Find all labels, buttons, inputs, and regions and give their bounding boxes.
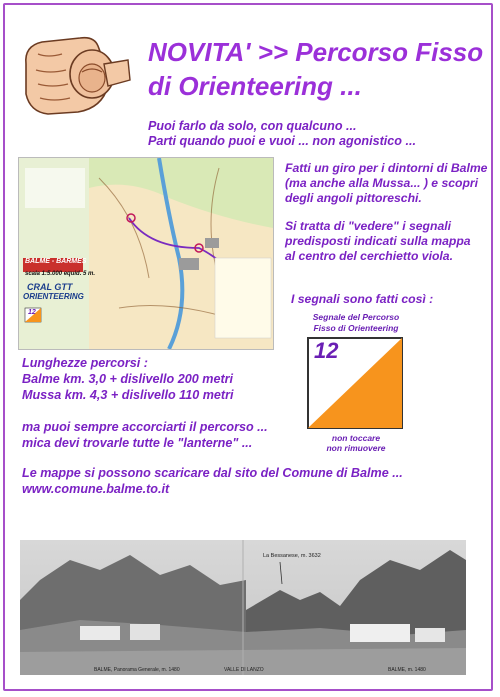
photo-caption-mid: VALLE DI LANZO (224, 667, 264, 673)
note-line-1: ma puoi sempre accorciarti il percorso ... (22, 420, 268, 434)
map-label-balme: BALME - BARMES (25, 258, 87, 265)
download-line-2: www.comune.balme.to.it (22, 482, 170, 496)
title-line-2: di Orienteering ... (148, 71, 362, 101)
map-label-cral: CRAL GTT (27, 282, 73, 292)
right-paragraph-2-line-3: al centro del cerchietto viola. (285, 249, 453, 263)
control-caption-1: Segnale del Percorso (312, 312, 400, 322)
control-note-2: non rimuovere (326, 443, 386, 453)
title-line-1: NOVITA' >> Percorso Fisso (148, 37, 484, 67)
right-paragraph-1-line-1: Fatti un giro per i dintorni di Balme (285, 161, 488, 175)
right-paragraph-1-line-3: degli angoli pittoreschi. (285, 191, 422, 205)
photo-caption-right: BALME, m. 1480 (388, 667, 426, 673)
photo-caption-peak: La Bessanese, m. 3632 (263, 553, 321, 559)
panorama-drawing (20, 540, 466, 675)
map-label-scale: scala 1:5.000 equid. 5 m. (25, 271, 96, 277)
lengths-heading: Lunghezze percorsi : (22, 356, 148, 370)
pointing-hand-icon (18, 24, 136, 120)
map-drawing (19, 158, 273, 349)
note-line-2: mica devi trovarle tutte le "lanterne" ... (22, 436, 253, 450)
control-number: 12 (314, 338, 339, 363)
right-paragraph-2-line-1: Si tratta di "vedere" i segnali (285, 219, 451, 233)
lengths-mussa: Mussa km. 4,3 + dislivello 110 metri (22, 388, 234, 402)
orienteering-map (18, 157, 274, 350)
vintage-panorama-photo (20, 540, 466, 675)
intro-line-1: Puoi farlo da solo, con qualcuno ... (148, 119, 357, 133)
map-label-orienteering: ORIENTEERING (23, 292, 84, 301)
download-line-1: Le mappe si possono scaricare dal sito del Comune di Balme ... (22, 466, 403, 480)
intro-line-2: Parti quando puoi e vuoi ... non agonistico ... (148, 134, 416, 148)
right-paragraph-2-line-2: predisposti indicati sulla mappa (285, 234, 471, 248)
lengths-balme: Balme km. 3,0 + dislivello 200 metri (22, 372, 234, 386)
control-note-1: non toccare (331, 433, 381, 443)
control-caption-2: Fisso di Orienteering (313, 323, 399, 333)
photo-caption-left: BALME, Panorama Generale, m. 1480 (94, 667, 180, 673)
map-control-number: 12 (28, 309, 36, 316)
right-paragraph-1-line-2: (ma anche alla Mussa... ) e scopri (285, 176, 479, 190)
right-paragraph-3: I segnali sono fatti così : (291, 292, 434, 306)
